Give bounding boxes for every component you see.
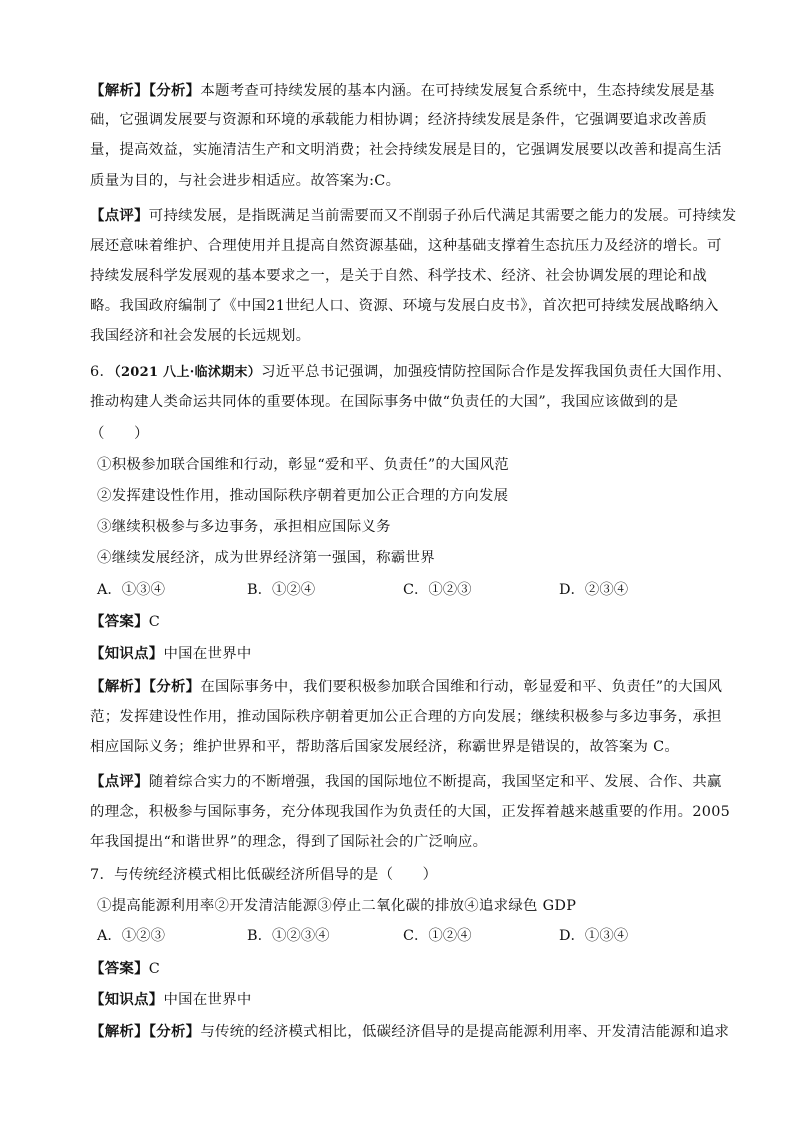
q6-option-a: A．①③④ — [97, 582, 165, 598]
q7-items: ①提高能源利用率②开发清洁能源③停止二氧化碳的排放④追求绿色 GDP — [97, 898, 577, 914]
analysis-label: 【解析】 — [90, 678, 149, 695]
q7-answer: 【答案】C — [90, 960, 161, 977]
q6-option-d: D．②③④ — [559, 582, 629, 598]
q6-comment-line-1: 【点评】随着综合实力的不断增强，我国的国际地位不断提高，我国坚定和平、发展、合作、共赢 — [90, 773, 722, 790]
q7-option-d: D．①③④ — [559, 928, 629, 944]
q7-option-c: C．①②④ — [403, 928, 472, 944]
q7-knowledge: 【知识点】中国在世界中 — [90, 991, 252, 1008]
q6-stem-line-3: （ ） — [90, 426, 149, 442]
q5-analysis-line-3: 量，提高效益，实施清洁生产和文明消费；社会持续发展是目的，它强调发展要以改善和提高生活 — [90, 142, 722, 158]
q6-item-1: ①积极参加联合国维和行动，彰显“爱和平、负责任”的大国风范 — [97, 457, 509, 473]
q6-analysis-line-3: 相应国际义务；维护世界和平，帮助落后国家发展经济，称霸世界是错误的，故答案为 C。 — [90, 739, 680, 755]
fenxi-label: 【分析】 — [148, 1023, 201, 1040]
q6-comment-line-2: 的理念，积极参与国际事务，充分体现我国作为负责任的大国，正发挥着越来越重要的作用。2005 — [90, 804, 731, 820]
q7-option-b: B．①②③④ — [247, 928, 330, 944]
q7-number: 7． — [90, 867, 115, 883]
knowledge-label: 【知识点】 — [90, 645, 164, 662]
q7-stem: 7．与传统经济模式相比低碳经济所倡导的是（ ） — [90, 867, 438, 883]
q6-comment-line-3: 年我国提出“和谐世界”的理念，得到了国际社会的广泛响应。 — [90, 834, 488, 850]
answer-label: 【答案】 — [90, 613, 149, 630]
q5-analysis-line-2: 础，它强调发展要与资源和环境的承载能力相协调；经济持续发展是条件，它强调要追求改善质 — [90, 112, 708, 128]
q6-option-c: C．①②③ — [403, 582, 472, 598]
answer-label: 【答案】 — [90, 960, 149, 977]
q6-option-b: B．①②④ — [247, 582, 316, 598]
q5-comment-line-4: 略。我国政府编制了《中国21世纪人口、资源、环境与发展白皮书》，首次把可持续发展战略纳入 — [90, 298, 719, 314]
analysis-label: 【解析】 — [90, 1023, 149, 1040]
comment-label: 【点评】 — [90, 773, 149, 790]
fenxi-label: 【分析】 — [148, 82, 201, 99]
q6-item-4: ④继续发展经济，成为世界经济第一强国，称霸世界 — [97, 550, 435, 566]
q5-comment-line-5: 我国经济和社会发展的长远规划。 — [90, 328, 311, 344]
q5-comment-line-1: 【点评】可持续发展，是指既满足当前需要而又不削弱子孙后代满足其需要之能力的发展。可持续发 — [90, 207, 737, 224]
knowledge-label: 【知识点】 — [90, 991, 164, 1008]
q6-item-3: ③继续积极参与多边事务，承担相应国际义务 — [97, 519, 391, 535]
analysis-label: 【解析】 — [90, 82, 149, 99]
comment-label: 【点评】 — [90, 207, 149, 224]
q6-item-2: ②发挥建设性作用，推动国际秩序朝着更加公正合理的方向发展 — [97, 488, 509, 504]
q5-comment-line-3: 持续发展科学发展观的基本要求之一，是关于自然、科学技术、经济、社会协调发展的理论和战 — [90, 268, 708, 284]
q7-option-a: A．①②③ — [97, 928, 165, 944]
q6-source: （2021 八上·临沭期末） — [114, 365, 262, 380]
q6-stem-line-2: 推动构建人类命运共同体的重要体现。在国际事务中做“负责任的大国”，我国应该做到的是 — [90, 394, 679, 410]
q5-analysis-line-4: 质量为目的，与社会进步相适应。故答案为:C。 — [90, 173, 401, 189]
q7-analysis-line-1: 【解析】【分析】与传统的经济模式相比，低碳经济倡导的是提高能源利用率、开发清洁能源和追求 — [90, 1023, 730, 1040]
q6-analysis-line-1: 【解析】【分析】在国际事务中，我们要积极参加联合国维和行动，彰显爱和平、负责任”的大国风 — [90, 678, 723, 695]
q6-number: 6． — [90, 364, 115, 380]
q6-answer: 【答案】C — [90, 613, 161, 630]
fenxi-label: 【分析】 — [148, 678, 201, 695]
q6-stem-line-1: 6．（2021 八上·临沭期末）习近平总书记强调，加强疫情防控国际合作是发挥我国负责任大国作用、 — [90, 364, 732, 380]
q6-analysis-line-2: 范；发挥建设性作用，推动国际秩序朝着更加公正合理的方向发展；继续积极参与多边事务，承担 — [90, 709, 722, 725]
q5-analysis-line-1: 【解析】【分析】本题考查可持续发展的基本内涵。在可持续发展复合系统中，生态持续发展是基 — [90, 82, 715, 99]
q6-knowledge: 【知识点】中国在世界中 — [90, 645, 252, 662]
q5-comment-line-2: 展还意味着维护、合理使用并且提高自然资源基础，这种基础支撑着生态抗压力及经济的增长。可 — [90, 238, 722, 254]
